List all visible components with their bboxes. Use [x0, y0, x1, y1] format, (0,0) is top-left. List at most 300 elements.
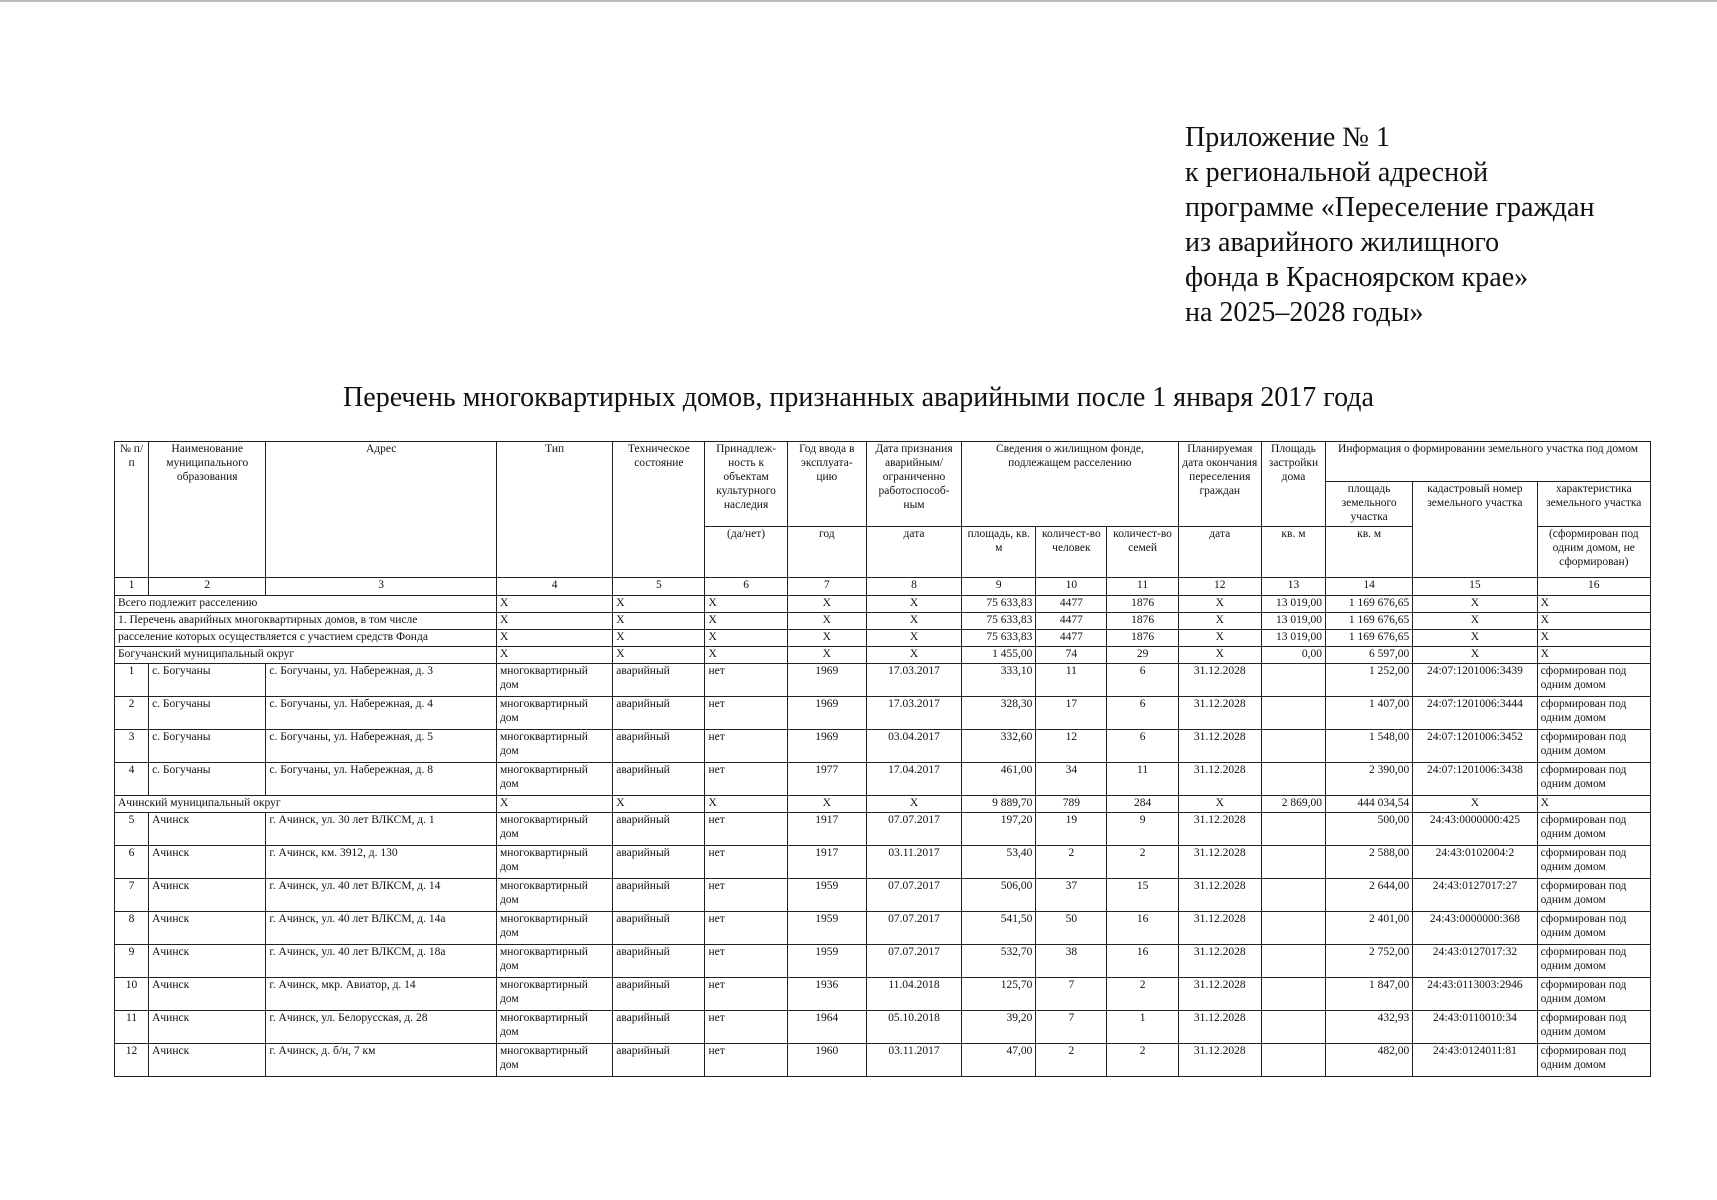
row-municipality: Ачинск — [149, 813, 266, 846]
summary-cell: X — [705, 630, 787, 647]
row-area: 47,00 — [962, 1044, 1036, 1077]
summary-cell: X — [866, 613, 961, 630]
summary-label: Ачинский муниципальный округ — [115, 796, 497, 813]
row-heritage: нет — [705, 697, 787, 730]
table-row — [115, 912, 1651, 945]
row-planned-date: 31.12.2028 — [1178, 879, 1261, 912]
row-type: многоквартирный дом — [496, 879, 612, 912]
header-heritage: Принадлеж-ность к объектам культурного наследия — [705, 442, 787, 527]
summary-cell: X — [1178, 796, 1261, 813]
row-people: 2 — [1036, 1044, 1107, 1077]
row-heritage: нет — [705, 978, 787, 1011]
summary-row — [115, 630, 1651, 647]
row-year: 1917 — [787, 846, 866, 879]
row-families: 16 — [1107, 912, 1178, 945]
row-planned-date: 31.12.2028 — [1178, 1044, 1261, 1077]
row-condition: аварийный — [613, 813, 705, 846]
summary-cell: X — [866, 647, 961, 664]
row-year: 1936 — [787, 978, 866, 1011]
row-num: 7 — [115, 879, 149, 912]
table-row — [115, 879, 1651, 912]
row-num: 10 — [115, 978, 149, 1011]
row-heritage: нет — [705, 664, 787, 697]
row-planned-date: 31.12.2028 — [1178, 730, 1261, 763]
header-families: количест-во семей — [1107, 527, 1178, 578]
row-heritage: нет — [705, 912, 787, 945]
table-row — [115, 1044, 1651, 1077]
row-address: с. Богучаны, ул. Набережная, д. 8 — [266, 763, 497, 796]
row-people: 17 — [1036, 697, 1107, 730]
row-type: многоквартирный дом — [496, 1011, 612, 1044]
row-condition: аварийный — [613, 879, 705, 912]
row-people: 19 — [1036, 813, 1107, 846]
row-area: 125,70 — [962, 978, 1036, 1011]
row-footprint — [1261, 879, 1325, 912]
row-footprint — [1261, 664, 1325, 697]
row-land-area: 2 588,00 — [1326, 846, 1413, 879]
summary-cell: X — [1413, 630, 1537, 647]
summary-cell: X — [496, 796, 612, 813]
table-row — [115, 945, 1651, 978]
row-cadastral: 24:43:0124011:81 — [1413, 1044, 1537, 1077]
row-area: 333,10 — [962, 664, 1036, 697]
row-num: 4 — [115, 763, 149, 796]
summary-cell: X — [496, 596, 612, 613]
row-num: 2 — [115, 697, 149, 730]
summary-cell: X — [1413, 613, 1537, 630]
row-land-char: сформирован под одним домом — [1537, 1044, 1650, 1077]
summary-cell: 6 597,00 — [1326, 647, 1413, 664]
row-recognition-date: 07.07.2017 — [866, 879, 961, 912]
row-heritage: нет — [705, 945, 787, 978]
header-recognition-unit: дата — [866, 527, 961, 578]
row-condition: аварийный — [613, 730, 705, 763]
summary-cell: 4477 — [1036, 630, 1107, 647]
row-type: многоквартирный дом — [496, 697, 612, 730]
col-number: 14 — [1326, 578, 1413, 596]
row-planned-date: 31.12.2028 — [1178, 697, 1261, 730]
row-families: 6 — [1107, 730, 1178, 763]
row-cadastral: 24:43:0000000:368 — [1413, 912, 1537, 945]
row-people: 11 — [1036, 664, 1107, 697]
summary-cell: X — [1178, 647, 1261, 664]
header-condition: Техническое состояние — [613, 442, 705, 578]
row-families: 6 — [1107, 697, 1178, 730]
summary-cell: X — [496, 630, 612, 647]
row-num: 12 — [115, 1044, 149, 1077]
row-condition: аварийный — [613, 912, 705, 945]
row-address: с. Богучаны, ул. Набережная, д. 3 — [266, 664, 497, 697]
summary-cell: X — [1537, 630, 1650, 647]
row-heritage: нет — [705, 1011, 787, 1044]
summary-cell: X — [1178, 596, 1261, 613]
row-people: 12 — [1036, 730, 1107, 763]
row-land-char: сформирован под одним домом — [1537, 813, 1650, 846]
summary-cell: 444 034,54 — [1326, 796, 1413, 813]
summary-cell: X — [866, 630, 961, 647]
summary-cell: 74 — [1036, 647, 1107, 664]
col-number: 12 — [1178, 578, 1261, 596]
header-footprint-unit: кв. м — [1261, 527, 1325, 578]
row-planned-date: 31.12.2028 — [1178, 763, 1261, 796]
summary-cell: X — [1178, 613, 1261, 630]
table-row — [115, 730, 1651, 763]
row-recognition-date: 07.07.2017 — [866, 912, 961, 945]
table-header — [115, 442, 1651, 596]
row-planned-date: 31.12.2028 — [1178, 1011, 1261, 1044]
row-land-char: сформирован под одним домом — [1537, 879, 1650, 912]
summary-cell: X — [787, 630, 866, 647]
summary-cell: X — [613, 796, 705, 813]
table-row — [115, 664, 1651, 697]
row-land-char: сформирован под одним домом — [1537, 697, 1650, 730]
row-municipality: Ачинск — [149, 1011, 266, 1044]
row-year: 1959 — [787, 945, 866, 978]
appendix-line: фонда в Красноярском крае» — [1185, 262, 1529, 293]
row-year: 1959 — [787, 879, 866, 912]
row-municipality: с. Богучаны — [149, 763, 266, 796]
row-land-area: 432,93 — [1326, 1011, 1413, 1044]
row-condition: аварийный — [613, 664, 705, 697]
table-row — [115, 763, 1651, 796]
summary-cell: X — [613, 647, 705, 664]
row-type: многоквартирный дом — [496, 730, 612, 763]
row-people: 7 — [1036, 978, 1107, 1011]
row-families: 15 — [1107, 879, 1178, 912]
header-municipality: Наименование муниципального образования — [149, 442, 266, 578]
row-recognition-date: 07.07.2017 — [866, 945, 961, 978]
summary-cell: 789 — [1036, 796, 1107, 813]
header-land-area: площадь земельного участка — [1326, 482, 1413, 527]
row-planned-date: 31.12.2028 — [1178, 846, 1261, 879]
header-heritage-unit: (да/нет) — [705, 527, 787, 578]
row-address: г. Ачинск, ул. 40 лет ВЛКСМ, д. 14а — [266, 912, 497, 945]
row-recognition-date: 05.10.2018 — [866, 1011, 961, 1044]
header-year: Год ввода в эксплуата-цию — [787, 442, 866, 527]
summary-cell: X — [866, 796, 961, 813]
row-year: 1960 — [787, 1044, 866, 1077]
row-num: 1 — [115, 664, 149, 697]
header-year-unit: год — [787, 527, 866, 578]
row-land-char: сформирован под одним домом — [1537, 664, 1650, 697]
row-recognition-date: 07.07.2017 — [866, 813, 961, 846]
summary-cell: X — [496, 647, 612, 664]
row-type: многоквартирный дом — [496, 912, 612, 945]
row-people: 34 — [1036, 763, 1107, 796]
row-cadastral: 24:07:1201006:3438 — [1413, 763, 1537, 796]
summary-cell: 4477 — [1036, 596, 1107, 613]
header-land-char: характеристика земельного участка — [1537, 482, 1650, 527]
summary-cell: 75 633,83 — [962, 630, 1036, 647]
row-footprint — [1261, 730, 1325, 763]
row-planned-date: 31.12.2028 — [1178, 664, 1261, 697]
summary-label: расселение которых осуществляется с участием средств Фонда — [115, 630, 497, 647]
row-recognition-date: 11.04.2018 — [866, 978, 961, 1011]
row-type: многоквартирный дом — [496, 664, 612, 697]
row-footprint — [1261, 912, 1325, 945]
row-num: 5 — [115, 813, 149, 846]
row-type: многоквартирный дом — [496, 945, 612, 978]
row-people: 37 — [1036, 879, 1107, 912]
page-top-rule — [0, 0, 1717, 2]
row-num: 3 — [115, 730, 149, 763]
summary-cell: 2 869,00 — [1261, 796, 1325, 813]
row-land-char: сформирован под одним домом — [1537, 763, 1650, 796]
header-address: Адрес — [266, 442, 497, 578]
row-land-char: сформирован под одним домом — [1537, 846, 1650, 879]
row-cadastral: 24:43:0110010:34 — [1413, 1011, 1537, 1044]
row-heritage: нет — [705, 1044, 787, 1077]
row-address: г. Ачинск, ул. 30 лет ВЛКСМ, д. 1 — [266, 813, 497, 846]
row-municipality: с. Богучаны — [149, 730, 266, 763]
summary-label: Всего подлежит расселению — [115, 596, 497, 613]
col-number: 11 — [1107, 578, 1178, 596]
col-number: 1 — [115, 578, 149, 596]
summary-cell: X — [613, 596, 705, 613]
table-row — [115, 1011, 1651, 1044]
summary-cell: 1876 — [1107, 613, 1178, 630]
row-area: 461,00 — [962, 763, 1036, 796]
row-cadastral: 24:07:1201006:3452 — [1413, 730, 1537, 763]
row-land-char: сформирован под одним домом — [1537, 978, 1650, 1011]
row-year: 1969 — [787, 730, 866, 763]
row-land-area: 2 752,00 — [1326, 945, 1413, 978]
summary-label: 1. Перечень аварийных многоквартирных домов, в том числе — [115, 613, 497, 630]
summary-cell: 1876 — [1107, 596, 1178, 613]
row-land-area: 1 548,00 — [1326, 730, 1413, 763]
row-municipality: Ачинск — [149, 1044, 266, 1077]
row-cadastral: 24:43:0127017:27 — [1413, 879, 1537, 912]
row-address: г. Ачинск, д. б/н, 7 км — [266, 1044, 497, 1077]
summary-cell: X — [1537, 596, 1650, 613]
row-people: 38 — [1036, 945, 1107, 978]
header-land-char-note: (сформирован под одним домом, не сформирован) — [1537, 527, 1650, 578]
row-area: 53,40 — [962, 846, 1036, 879]
summary-cell: X — [1413, 647, 1537, 664]
row-recognition-date: 17.04.2017 — [866, 763, 961, 796]
appendix-line: Приложение № 1 — [1185, 122, 1390, 153]
row-num: 8 — [115, 912, 149, 945]
col-number: 10 — [1036, 578, 1107, 596]
row-year: 1964 — [787, 1011, 866, 1044]
summary-row — [115, 596, 1651, 613]
summary-cell: X — [613, 630, 705, 647]
row-recognition-date: 17.03.2017 — [866, 697, 961, 730]
row-land-area: 500,00 — [1326, 813, 1413, 846]
row-footprint — [1261, 1044, 1325, 1077]
summary-cell: 1876 — [1107, 630, 1178, 647]
summary-row — [115, 647, 1651, 664]
row-footprint — [1261, 697, 1325, 730]
row-families: 2 — [1107, 846, 1178, 879]
row-address: г. Ачинск, км. 3912, д. 130 — [266, 846, 497, 879]
header-area: площадь, кв. м — [962, 527, 1036, 578]
header-type: Тип — [496, 442, 612, 578]
row-cadastral: 24:07:1201006:3444 — [1413, 697, 1537, 730]
summary-cell: 13 019,00 — [1261, 613, 1325, 630]
row-planned-date: 31.12.2028 — [1178, 978, 1261, 1011]
row-cadastral: 24:43:0127017:32 — [1413, 945, 1537, 978]
row-num: 6 — [115, 846, 149, 879]
row-land-char: сформирован под одним домом — [1537, 912, 1650, 945]
row-families: 16 — [1107, 945, 1178, 978]
summary-cell: X — [705, 613, 787, 630]
row-year: 1917 — [787, 813, 866, 846]
summary-cell: 13 019,00 — [1261, 630, 1325, 647]
row-year: 1959 — [787, 912, 866, 945]
header-housing: Сведения о жилищном фонде, подлежащем расселению — [962, 442, 1179, 527]
document-title: Перечень многоквартирных домов, признанных аварийными после 1 января 2017 года — [343, 382, 1374, 413]
col-number: 4 — [496, 578, 612, 596]
col-number: 8 — [866, 578, 961, 596]
row-condition: аварийный — [613, 1011, 705, 1044]
row-area: 197,20 — [962, 813, 1036, 846]
row-year: 1969 — [787, 664, 866, 697]
row-year: 1977 — [787, 763, 866, 796]
row-land-char: сформирован под одним домом — [1537, 945, 1650, 978]
row-recognition-date: 03.11.2017 — [866, 846, 961, 879]
table-row — [115, 978, 1651, 1011]
row-footprint — [1261, 813, 1325, 846]
table-row — [115, 846, 1651, 879]
summary-label: Богучанский муниципальный округ — [115, 647, 497, 664]
row-address: с. Богучаны, ул. Набережная, д. 5 — [266, 730, 497, 763]
table-body — [115, 596, 1651, 1077]
row-type: многоквартирный дом — [496, 978, 612, 1011]
row-families: 1 — [1107, 1011, 1178, 1044]
appendix-note — [1185, 120, 1705, 330]
row-land-area: 1 252,00 — [1326, 664, 1413, 697]
row-land-area: 2 401,00 — [1326, 912, 1413, 945]
row-planned-date: 31.12.2028 — [1178, 912, 1261, 945]
summary-cell: X — [613, 613, 705, 630]
col-number: 2 — [149, 578, 266, 596]
row-area: 506,00 — [962, 879, 1036, 912]
row-area: 541,50 — [962, 912, 1036, 945]
appendix-line: из аварийного жилищного — [1185, 227, 1500, 258]
row-condition: аварийный — [613, 978, 705, 1011]
summary-cell: X — [705, 796, 787, 813]
summary-cell: X — [787, 613, 866, 630]
row-footprint — [1261, 1011, 1325, 1044]
row-heritage: нет — [705, 763, 787, 796]
row-cadastral: 24:43:0000000:425 — [1413, 813, 1537, 846]
summary-cell: X — [496, 613, 612, 630]
row-num: 9 — [115, 945, 149, 978]
row-planned-date: 31.12.2028 — [1178, 813, 1261, 846]
appendix-line: на 2025–2028 годы» — [1185, 297, 1424, 328]
col-number: 15 — [1413, 578, 1537, 596]
row-footprint — [1261, 978, 1325, 1011]
header-planned: Планируемая дата окончания переселения граждан — [1178, 442, 1261, 527]
appendix-line: программе «Переселение граждан — [1185, 192, 1595, 223]
row-municipality: Ачинск — [149, 945, 266, 978]
row-families: 9 — [1107, 813, 1178, 846]
row-families: 2 — [1107, 978, 1178, 1011]
row-type: многоквартирный дом — [496, 846, 612, 879]
row-year: 1969 — [787, 697, 866, 730]
summary-cell: X — [1178, 630, 1261, 647]
row-recognition-date: 17.03.2017 — [866, 664, 961, 697]
row-land-area: 2 644,00 — [1326, 879, 1413, 912]
row-type: многоквартирный дом — [496, 1044, 612, 1077]
summary-row — [115, 613, 1651, 630]
row-heritage: нет — [705, 879, 787, 912]
row-type: многоквартирный дом — [496, 813, 612, 846]
row-footprint — [1261, 846, 1325, 879]
row-recognition-date: 03.04.2017 — [866, 730, 961, 763]
summary-cell: X — [1537, 613, 1650, 630]
row-families: 2 — [1107, 1044, 1178, 1077]
row-condition: аварийный — [613, 945, 705, 978]
row-cadastral: 24:07:1201006:3439 — [1413, 664, 1537, 697]
row-municipality: Ачинск — [149, 846, 266, 879]
row-type: многоквартирный дом — [496, 763, 612, 796]
row-address: г. Ачинск, ул. Белорусская, д. 28 — [266, 1011, 497, 1044]
summary-cell: 1 169 676,65 — [1326, 613, 1413, 630]
row-planned-date: 31.12.2028 — [1178, 945, 1261, 978]
row-footprint — [1261, 763, 1325, 796]
col-number: 6 — [705, 578, 787, 596]
header-recognition: Дата признания аварийным/ ограниченно работоспособ-ным — [866, 442, 961, 527]
row-heritage: нет — [705, 846, 787, 879]
row-area: 328,30 — [962, 697, 1036, 730]
header-land-area-unit: кв. м — [1326, 527, 1413, 578]
summary-row — [115, 796, 1651, 813]
summary-cell: X — [705, 596, 787, 613]
row-area: 532,70 — [962, 945, 1036, 978]
summary-cell: 75 633,83 — [962, 613, 1036, 630]
summary-cell: 75 633,83 — [962, 596, 1036, 613]
appendix-line: к региональной адресной — [1185, 157, 1489, 188]
header-planned-unit: дата — [1178, 527, 1261, 578]
row-area: 332,60 — [962, 730, 1036, 763]
row-land-area: 1 847,00 — [1326, 978, 1413, 1011]
row-people: 2 — [1036, 846, 1107, 879]
row-land-area: 2 390,00 — [1326, 763, 1413, 796]
summary-cell: X — [1413, 796, 1537, 813]
row-heritage: нет — [705, 813, 787, 846]
row-municipality: Ачинск — [149, 912, 266, 945]
row-land-area: 1 407,00 — [1326, 697, 1413, 730]
summary-cell: 284 — [1107, 796, 1178, 813]
row-families: 11 — [1107, 763, 1178, 796]
row-land-char: сформирован под одним домом — [1537, 1011, 1650, 1044]
row-land-char: сформирован под одним домом — [1537, 730, 1650, 763]
header-cadastral: кадастровый номер земельного участка — [1413, 482, 1537, 578]
col-number: 16 — [1537, 578, 1650, 596]
column-number-row — [115, 578, 1651, 596]
summary-cell: 1 455,00 — [962, 647, 1036, 664]
row-address: с. Богучаны, ул. Набережная, д. 4 — [266, 697, 497, 730]
row-municipality: Ачинск — [149, 978, 266, 1011]
row-people: 7 — [1036, 1011, 1107, 1044]
table-row — [115, 813, 1651, 846]
row-address: г. Ачинск, мкр. Авиатор, д. 14 — [266, 978, 497, 1011]
col-number: 3 — [266, 578, 497, 596]
row-cadastral: 24:43:0113003:2946 — [1413, 978, 1537, 1011]
summary-cell: X — [787, 647, 866, 664]
header-land: Информация о формировании земельного участка под домом — [1326, 442, 1651, 482]
summary-cell: X — [1413, 596, 1537, 613]
row-heritage: нет — [705, 730, 787, 763]
row-people: 50 — [1036, 912, 1107, 945]
header-num: № п/п — [115, 442, 149, 578]
summary-cell: X — [866, 596, 961, 613]
summary-cell: 13 019,00 — [1261, 596, 1325, 613]
summary-cell: X — [1537, 647, 1650, 664]
header-people: количест-во человек — [1036, 527, 1107, 578]
